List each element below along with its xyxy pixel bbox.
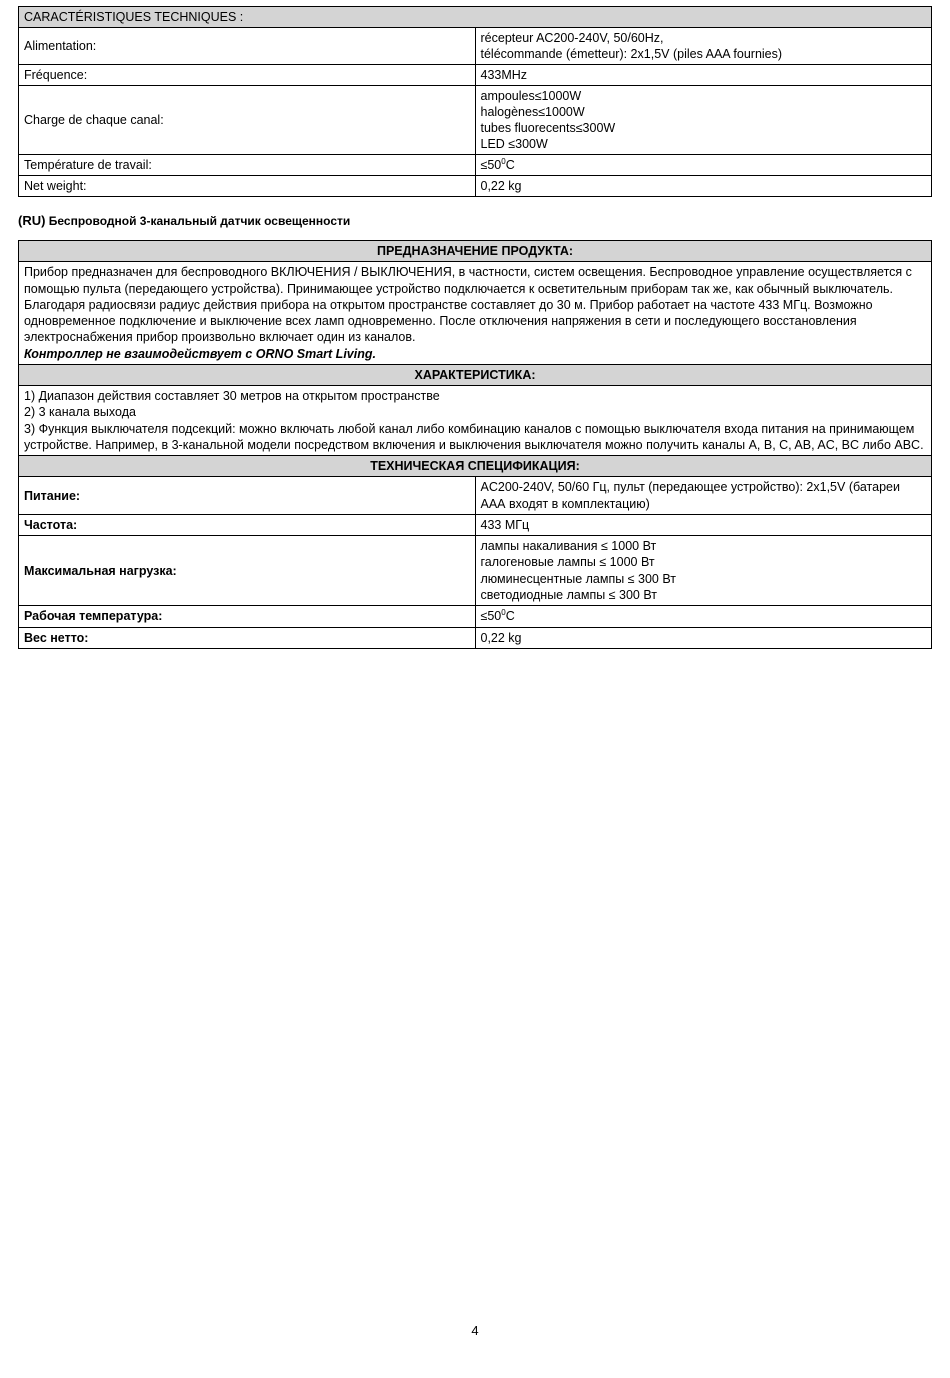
row-value-charge — [475, 86, 932, 155]
table-row — [19, 262, 932, 365]
row-value-max-load — [475, 536, 932, 606]
page-number: 4 — [471, 1323, 479, 1338]
row-value-temperature: $\le 50^0C$ — [475, 155, 932, 176]
features-cell — [19, 386, 932, 456]
row-value-alimentation — [475, 28, 932, 65]
row-label-work-temp: Рабочая температура: — [19, 606, 476, 627]
table-row — [19, 86, 932, 155]
row-label-net-weight: Net weight: — [19, 176, 476, 197]
row-label-net-weight-ru: Вес нетто: — [19, 627, 476, 648]
table-row — [19, 155, 932, 176]
table-row — [19, 176, 932, 197]
row-label-temperature: Température de travail: — [19, 155, 476, 176]
row-label-charge: Charge de chaque canal: — [19, 86, 476, 155]
feature-line: 2) 3 канала выхода — [24, 405, 136, 420]
purpose-text: Прибор предназначен для беспроводного ВКЛЮЧЕНИЯ / ВЫКЛЮЧЕНИЯ, в частности, систем освещения. Беспроводное управление осуществляется с помощью пульта (передающего устройства). Принимающее устройство подключается к осветительным приборам так же, как обычный выключатель. Благодаря радиосвязи радиус действия прибора на открытом пространстве составляет до 30 м. Прибор работает на частоте 433 МГц. Возможно одновременное подключение и выключение всех ламп одновременно. После отключения напряжения в сети и последующего восстановления электроснабжения прибор произвольно включает один из каналов. — [24, 265, 912, 345]
table-header-row — [19, 456, 932, 477]
value-line: tubes fluorecents≤300W — [480, 121, 616, 135]
table-row — [19, 627, 932, 648]
value-line: télécommande (émetteur): 2x1,5V (piles AAA fournies) — [480, 47, 783, 61]
table-row — [19, 536, 932, 606]
row-value-net-weight-ru: 0,22 kg — [475, 627, 932, 648]
language-code: (RU) — [18, 213, 46, 229]
value-line: ampoules≤1000W — [480, 89, 582, 103]
row-label-frequence: Fréquence: — [19, 65, 476, 86]
features-header: ХАРАКТЕРИСТИКА: — [19, 364, 932, 385]
table-row — [19, 477, 932, 515]
feature-line: 1) Диапазон действия составляет 30 метров на открытом пространстве — [24, 389, 440, 404]
table-row — [19, 28, 932, 65]
row-value-chastota: 433 МГц — [475, 514, 932, 535]
section-title-text: Беспроводной 3-канальный датчик освещенности — [48, 214, 351, 229]
row-label-alimentation: Alimentation: — [19, 28, 476, 65]
table-row — [19, 65, 932, 86]
row-label-max-load: Максимальная нагрузка: — [19, 536, 476, 606]
table-row — [19, 514, 932, 535]
row-label-chastota: Частота: — [19, 514, 476, 535]
value-line: récepteur AC200-240V, 50/60Hz, — [480, 31, 664, 45]
table-header-row — [19, 364, 932, 385]
row-value-frequence: 433MHz — [475, 65, 932, 86]
french-specs-header: CARACTÉRISTIQUES TECHNIQUES : — [19, 7, 932, 28]
table-row — [19, 606, 932, 627]
french-specs-table — [18, 6, 932, 197]
feature-line: 3) Функция выключателя подсекций: можно включать любой канал либо комбинацию каналов с помощью выключателя входа питания на принимающем устройстве. Например, в 3-канальной модели посредством включения и выключения выключателя можно получить каналы A, B, C, AB, AC, BC либо ABC. — [24, 421, 924, 452]
value-line: halogènes≤1000W — [480, 105, 585, 119]
russian-specs-table — [18, 240, 932, 649]
table-row — [19, 386, 932, 456]
ru-section-title — [18, 213, 932, 228]
value-line: люминесцентные лампы ≤ 300 Вт — [480, 571, 676, 586]
value-line: светодиодные лампы ≤ 300 Вт — [480, 587, 657, 602]
purpose-note: Контроллер не взаимодействует с ORNO Smart Living. — [24, 346, 376, 361]
purpose-header: ПРЕДНАЗНАЧЕНИЕ ПРОДУКТА: — [19, 241, 932, 262]
row-value-work-temp: $\le 50^0C$ — [475, 606, 932, 627]
value-line: LED ≤300W — [480, 137, 548, 151]
table-header-row — [19, 7, 932, 28]
row-value-pitanie: AC200-240V, 50/60 Гц, пульт (передающее устройство): 2x1,5V (батареи ААА входят в комплектацию) — [475, 477, 932, 515]
value-line: галогеновые лампы ≤ 1000 Вт — [480, 555, 655, 570]
row-label-pitanie: Питание: — [19, 477, 476, 515]
table-header-row — [19, 241, 932, 262]
row-value-net-weight: 0,22 kg — [475, 176, 932, 197]
spec-header: ТЕХНИЧЕСКАЯ СПЕЦИФИКАЦИЯ: — [19, 456, 932, 477]
purpose-cell — [19, 262, 932, 365]
value-line: лампы накаливания ≤ 1000 Вт — [480, 539, 657, 554]
